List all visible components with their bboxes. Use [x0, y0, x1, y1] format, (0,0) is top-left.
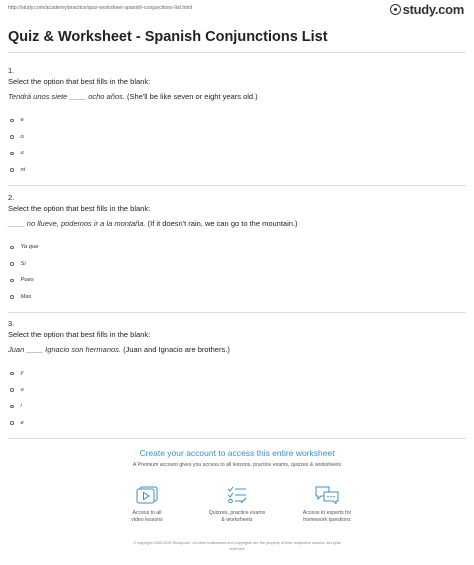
option-label: ni	[20, 166, 26, 173]
question-3	[8, 319, 466, 431]
study-logo-icon	[390, 4, 401, 15]
question-number: 2.	[8, 193, 15, 202]
cta-title-link[interactable]: Create your account to access this entire worksheet	[139, 448, 335, 458]
answer-option[interactable]	[8, 382, 466, 399]
sentence-spanish: ____ no llueve, podemos ir a la montaña.	[8, 219, 146, 228]
answer-option[interactable]	[8, 365, 466, 382]
radio-icon[interactable]	[10, 295, 14, 299]
question-1	[8, 66, 466, 178]
radio-icon[interactable]	[10, 119, 14, 123]
answer-option[interactable]	[8, 239, 466, 256]
option-label: u	[20, 150, 24, 157]
divider	[8, 52, 466, 53]
answer-option[interactable]	[8, 289, 466, 306]
option-label: e	[20, 117, 24, 124]
sentence-english: (Juan and Ignacio are brothers.)	[121, 345, 230, 354]
radio-icon[interactable]	[10, 246, 14, 250]
footer-line-2: reserved.	[229, 547, 245, 551]
answer-option[interactable]	[8, 112, 466, 129]
cta-subtitle: A Premium account gives you access to all lessons, practice exams, quizzes & worksheets	[132, 462, 342, 468]
sentence-english: (If it doesn't rain, we can go to the mountain.)	[145, 219, 298, 228]
feature-line-1: Quizzes, practice exams	[208, 510, 266, 516]
answer-option[interactable]	[8, 145, 466, 162]
answer-options	[8, 239, 466, 305]
radio-icon[interactable]	[10, 421, 14, 425]
question-prompt: Select the option that best fills in the blank:	[8, 330, 151, 339]
question-number: 1.	[8, 66, 15, 75]
question-sentence	[8, 219, 466, 231]
sentence-english: (She'll be like seven or eight years old.)	[124, 92, 258, 101]
divider	[8, 185, 466, 186]
option-label: e	[20, 419, 24, 426]
answer-option[interactable]	[8, 415, 466, 432]
answer-option[interactable]	[8, 162, 466, 179]
radio-icon[interactable]	[10, 135, 14, 139]
question-sentence	[8, 345, 466, 357]
premium-cta	[0, 448, 474, 468]
option-label: o	[20, 133, 24, 140]
radio-icon[interactable]	[10, 279, 14, 283]
question-prompt: Select the option that best fills in the blank:	[8, 204, 151, 213]
option-label: i	[20, 403, 22, 410]
question-sentence	[8, 92, 466, 104]
footer-line-1: © copyright 2003-2020 Study.com. All other trademarks and copyrights are the property of their respective owners. All rights	[133, 541, 341, 545]
study-logo[interactable]	[390, 2, 464, 17]
option-label: u	[20, 386, 24, 393]
answer-option[interactable]	[8, 256, 466, 273]
divider	[8, 312, 466, 313]
option-label: Si	[20, 260, 26, 267]
feature-line-1: Access to all	[132, 510, 162, 516]
premium-features	[0, 486, 474, 526]
page-url: http://study.com/academy/practice/quiz-worksheet-spanish-conjunctions-list.html	[8, 5, 193, 11]
radio-icon[interactable]	[10, 372, 14, 376]
video-play-icon	[136, 486, 158, 504]
copyright-footer	[90, 540, 384, 552]
radio-icon[interactable]	[10, 262, 14, 266]
option-label: Pues	[20, 277, 34, 284]
answer-option[interactable]	[8, 272, 466, 289]
radio-icon[interactable]	[10, 152, 14, 156]
option-label: y	[20, 370, 24, 377]
answer-option[interactable]	[8, 129, 466, 146]
chat-bubbles-icon	[315, 486, 339, 504]
feature-line-1: Access to experts for	[302, 510, 352, 516]
feature-experts	[282, 486, 372, 524]
divider	[8, 438, 466, 439]
feature-quizzes	[192, 486, 282, 524]
radio-icon[interactable]	[10, 388, 14, 392]
radio-icon[interactable]	[10, 168, 14, 172]
answer-options	[8, 365, 466, 431]
feature-line-2: video lessons	[131, 517, 163, 523]
option-label: Mas	[20, 293, 32, 300]
question-prompt: Select the option that best fills in the blank:	[8, 77, 151, 86]
sentence-spanish: Juan ____ Ignacio son hermanos.	[8, 345, 121, 354]
checklist-icon	[226, 486, 248, 504]
feature-line-2: homework questions	[303, 517, 351, 523]
radio-icon[interactable]	[10, 405, 14, 409]
answer-option[interactable]	[8, 398, 466, 415]
sentence-spanish: Tendrá unos siete ____ ocho años.	[8, 92, 125, 101]
question-number: 3.	[8, 319, 15, 328]
page-title: Quiz & Worksheet - Spanish Conjunctions List	[8, 29, 328, 45]
answer-options	[8, 112, 466, 178]
feature-line-2: & worksheets	[221, 517, 253, 523]
top-bar	[0, 0, 474, 18]
question-2	[8, 193, 466, 305]
option-label: Ya que	[20, 244, 39, 251]
study-logo-text: study.com	[402, 2, 464, 17]
feature-video-lessons	[102, 486, 192, 524]
